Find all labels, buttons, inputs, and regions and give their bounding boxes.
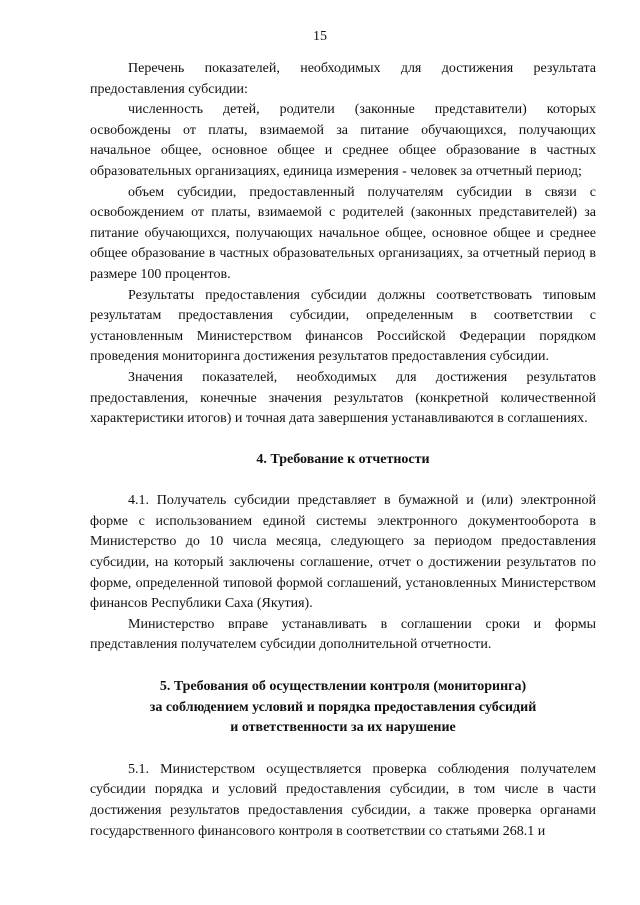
paragraph-children-count: численность детей, родители (законные представители) которых освобождены от платы, взимаемой за питание обучающихся, получающих начальное общее, основное общее и среднее общее образование в частных образовательных организациях, единица измерения - человек за отчетный период; (90, 102, 596, 179)
paragraph-4-1: 4.1. Получатель субсидии представляет в бумажной и (или) электронной форме с использованием единой системы электронного документооборота в Министерство до 10 числа месяца, следующего за периодом предоставления субсидии, на который заключены соглашение, отчет о достижении результатов по форме, определенной типовой формой соглашений, установленных Министерством финансов Республики Саха (Якутия). (90, 493, 596, 612)
section-5-heading-line: и ответственности за их нарушение (230, 720, 456, 736)
page-number: 15 (313, 29, 327, 44)
section-5-heading (90, 677, 596, 739)
paragraph-indicator-values: Значения показателей, необходимых для достижения результатов предоставления, конечные значения результатов (конкретной количественной характеристики итогов) и точная дата завершения устанавливаются в соглашениях. (90, 369, 596, 427)
paragraph-5-1: 5.1. Министерством осуществляется проверка соблюдения получателем субсидии порядка и условий предоставления субсидии, в том числе в части достижения результатов предоставления субсидии, а также проверка органами государственного финансового контроля в соответствии со статьями 268.1 и (90, 761, 596, 839)
section-5-heading-line: за соблюдением условий и порядка предоставления субсидий (149, 699, 537, 715)
section-5-heading-line: 5. Требования об осуществлении контроля (мониторинга) (159, 679, 527, 695)
paragraph-indicators-intro: Перечень показателей, необходимых для достижения результата предоставления субсидии: (90, 61, 596, 97)
document-body (90, 59, 596, 842)
paragraph-subsidy-volume: объем субсидии, предоставленный получателям субсидии в связи с освобождением от платы, взимаемой с родителей (законных представителей) за питание обучающихся, получающих начальное общее, основное общее и среднее общее образование в частных образовательных организациях, за отчетный период в размере 100 процентов. (90, 184, 596, 282)
section-4-heading: 4. Требование к отчетности (256, 451, 430, 467)
paragraph-results-typical: Результаты предоставления субсидии должны соответствовать типовым результатам предоставления субсидии, определенным в соответствии с установленным Министерством финансов Российской Федерации порядком проведения мониторинга достижения результатов предоставления субсидии. (90, 287, 596, 365)
paragraph-additional-reporting: Министерство вправе устанавливать в соглашении сроки и формы представления получателем субсидии дополнительной отчетности. (90, 616, 596, 653)
